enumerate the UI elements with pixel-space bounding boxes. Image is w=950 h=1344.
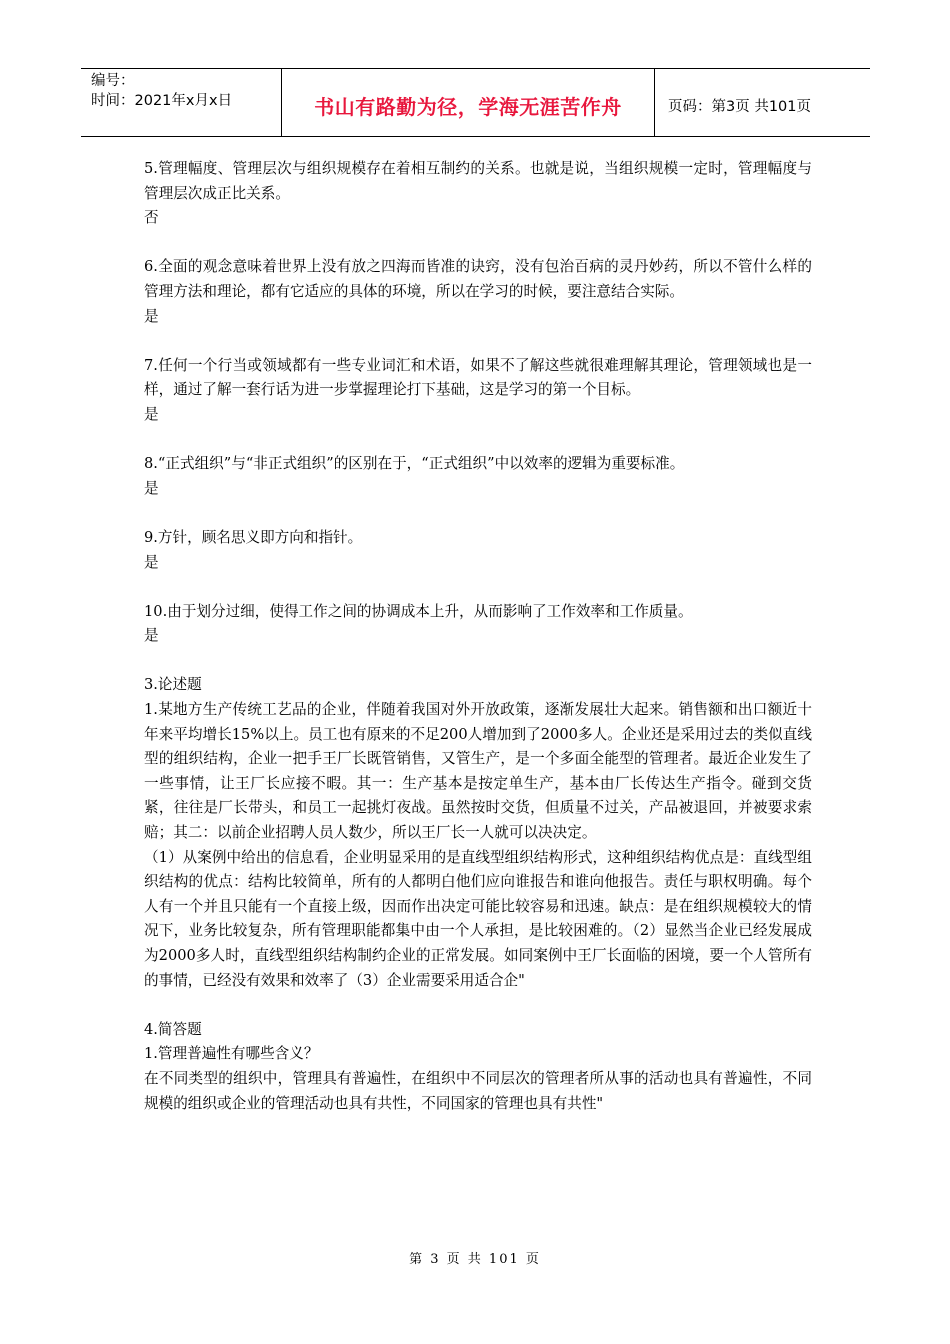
header-meta (81, 69, 282, 136)
answer-8: 是 (144, 479, 159, 497)
answer-9: 是 (144, 553, 159, 571)
essay-answer: （1）从案例中给出的信息看，企业明显采用的是直线型组织结构形式，这种组织结构优点是：直线型组织结构的优点：结构比较简单，所有的人都明白他们应向谁报告和谁向他报告。责任与职权明确。每个人有一个并且只能有一个直接上级，因而作出决定可能比较容易和迅速。缺点：是在组织规模较大的情况下，业务比较复杂，所有管理职能都集中由一个人承担，是比较困难的。（2）显然当企业已经发展成为2000多人时，直线型组织结构制约企业的正常发展。如同案例中王厂长面临的困境，要一个人管所有的事情，已经没有效果和效率了（3）企业需要采用适合企" (144, 848, 812, 989)
question-9: 9.方针，顾名思义即方向和指针。 (144, 528, 363, 546)
answer-7: 是 (144, 405, 159, 423)
short-answer-question: 1.管理普遍性有哪些含义？ (144, 1045, 319, 1063)
essay-heading: 3.论述题 (144, 676, 202, 694)
question-10: 10.由于划分过细，使得工作之间的协调成本上升，从而影响了工作效率和工作质量。 (144, 602, 693, 620)
header-page-info: 页码：第3页 共101页 (668, 99, 812, 115)
question-7: 7.任何一个行当或领域都有一些专业词汇和术语，如果不了解这些就很难理解其理论，管理领域也是一样，通过了解一套行话为进一步掌握理论打下基础，这是学习的第一个目标。 (144, 356, 812, 399)
answer-6: 是 (144, 307, 159, 325)
question-8: 8.“正式组织”与“非正式组织”的区别在于，“正式组织”中以效率的逻辑为重要标准。 (144, 455, 685, 473)
short-answer-heading: 4.简答题 (144, 1020, 202, 1038)
question-6: 6.全面的观念意味着世界上没有放之四海而皆准的诀窍，没有包治百病的灵丹妙药，所以不管什么样的管理方法和理论，都有它适应的具体的环境，所以在学习的时候，要注意结合实际。 (144, 258, 812, 300)
essay-case: 1.某地方生产传统工艺品的企业，伴随着我国对外开放政策，逐渐发展壮大起来。销售额和出口额近十年来平均增长15%以上。员工也有原来的不足200人增加到了2000多人。企业还是采用过去的类似直线型的组织结构，企业一把手王厂长既管销售，又管生产，是一个多面全能型的管理者。最近企业发生了一些事情，让王厂长应接不暇。其一：生产基本是按定单生产，基本由厂长传达生产指令。碰到交货紧，往往是厂长带头，和员工一起挑灯夜战。虽然按时交货，但质量不过关，产品被退回，并被要求索赔；其二：以前企业招聘人员人数少，所以王厂长一人就可以决决定。 (144, 701, 812, 842)
answer-5: 否 (144, 209, 159, 227)
page-header (81, 68, 870, 137)
time-label: 时间：2021年x月x日 (91, 93, 233, 109)
number-label: 编号： (91, 73, 135, 89)
question-5: 5.管理幅度、管理层次与组织规模存在着相互制约的关系。也就是说，当组织规模一定时，管理幅度与管理层次成正比关系。 (144, 160, 812, 202)
document-body (144, 157, 812, 1116)
answer-10: 是 (144, 627, 159, 645)
header-motto: 书山有路勤为径，学海无涯苦作舟 (282, 69, 655, 136)
page-footer: 第 3 页 共 101 页 (409, 1252, 541, 1267)
short-answer-text: 在不同类型的组织中，管理具有普遍性，在组织中不同层次的管理者所从事的活动也具有普遍性，不同规模的组织或企业的管理活动也具有共性，不同国家的管理也具有共性" (144, 1069, 812, 1112)
